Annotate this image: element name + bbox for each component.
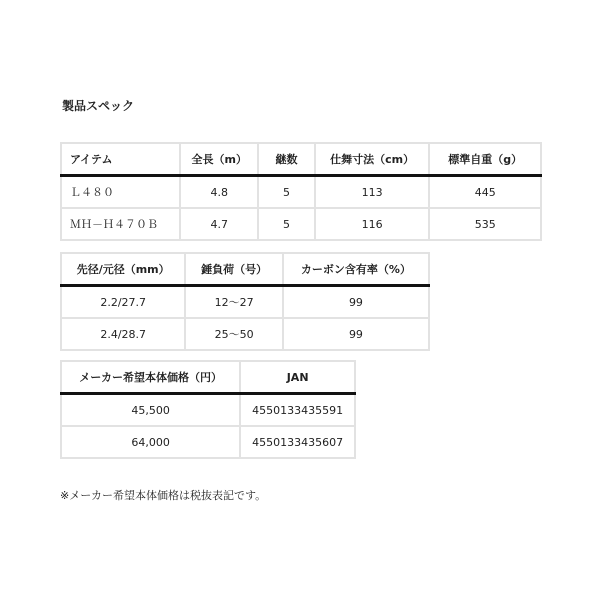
table-cell: ＭＨ－Ｈ４７０Ｂ [61,208,180,240]
table-cell: 445 [429,176,541,209]
table-row [61,176,541,209]
header-cell: 標準自重（g） [429,143,541,176]
table-row [61,394,355,427]
page-title: 製品スペック [62,99,135,113]
table-cell: 4550133435591 [240,394,355,427]
price-table [60,360,356,459]
header-cell: メーカー希望本体価格（円） [61,361,240,394]
header-cell: 継数 [258,143,315,176]
table-cell: 25～50 [185,318,283,350]
table-cell: 12～27 [185,286,283,319]
header-cell: 先径/元径（mm） [61,253,185,286]
table-cell: 5 [258,176,315,209]
table-cell: 64,000 [61,426,240,458]
table-cell: 116 [315,208,430,240]
table-cell: 45,500 [61,394,240,427]
header-cell: 錘負荷（号） [185,253,283,286]
table-cell: 4550133435607 [240,426,355,458]
table-cell: 5 [258,208,315,240]
table-cell: 4.8 [180,176,258,209]
table-row [61,286,429,319]
table-row [61,208,541,240]
table-header-row [61,361,355,394]
table-cell: 99 [283,318,429,350]
table-cell: 2.2/27.7 [61,286,185,319]
spec-table-2 [60,252,430,351]
header-cell: 全長（m） [180,143,258,176]
header-cell: JAN [240,361,355,394]
table-cell: 2.4/28.7 [61,318,185,350]
table-cell: Ｌ４８０ [61,176,180,209]
table-cell: 113 [315,176,430,209]
table-row [61,426,355,458]
header-cell: 仕舞寸法（cm） [315,143,430,176]
header-cell: アイテム [61,143,180,176]
table-header-row [61,253,429,286]
table-cell: 99 [283,286,429,319]
table-header-row [61,143,541,176]
header-cell: カーボン含有率（%） [283,253,429,286]
table-cell: 535 [429,208,541,240]
table-cell: 4.7 [180,208,258,240]
footnote: ※メーカー希望本体価格は税抜表記です。 [60,489,267,502]
spec-table [60,142,542,241]
table-row [61,318,429,350]
